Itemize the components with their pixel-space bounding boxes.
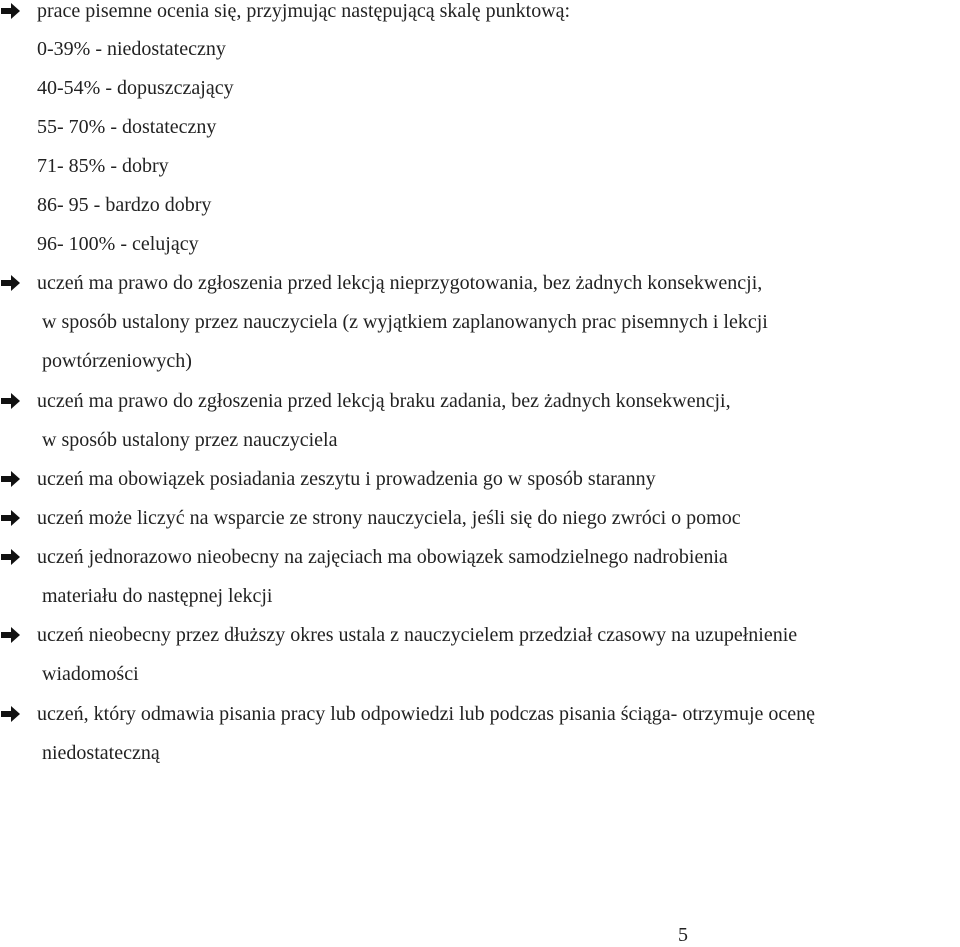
arrow-right-icon (0, 702, 22, 726)
arrow-right-icon (0, 545, 22, 569)
list-item-text: prace pisemne ocenia się, przyjmując następującą skalę punktową: (37, 0, 571, 22)
list-item-text: wiadomości (42, 663, 139, 685)
list-item-text: uczeń może liczyć na wsparcie ze strony nauczyciela, jeśli się do niego zwróci o pomoc (37, 507, 741, 529)
grade-scale-line: 0-39% - niedostateczny (37, 38, 226, 60)
list-item-text: uczeń jednorazowo nieobecny na zajęciach ma obowiązek samodzielnego nadrobienia (37, 546, 728, 568)
grade-scale-line: 96- 100% - celujący (37, 233, 199, 255)
list-item-text: materiału do następnej lekcji (42, 585, 273, 607)
list-item-text: uczeń, który odmawia pisania pracy lub odpowiedzi lub podczas pisania ściąga- otrzymuje ocenę (37, 703, 816, 725)
arrow-right-icon (0, 389, 22, 413)
arrow-right-icon (0, 467, 22, 491)
arrow-right-icon (0, 623, 22, 647)
grade-scale-line: 71- 85% - dobry (37, 155, 169, 177)
list-item-text: w sposób ustalony przez nauczyciela (z wyjątkiem zaplanowanych prac pisemnych i lekcji (42, 311, 768, 333)
grade-scale-line: 40-54% - dopuszczający (37, 77, 234, 99)
grade-scale-line: 86- 95 - bardzo dobry (37, 194, 212, 216)
list-item-text: uczeń ma prawo do zgłoszenia przed lekcją braku zadania, bez żadnych konsekwencji, (37, 390, 731, 412)
list-item-text: niedostateczną (42, 742, 160, 764)
list-item-text: uczeń ma obowiązek posiadania zeszytu i prowadzenia go w sposób staranny (37, 468, 656, 490)
list-item-text: powtórzeniowych) (42, 350, 192, 372)
page-number: 5 (678, 924, 688, 946)
list-item-text: w sposób ustalony przez nauczyciela (42, 429, 338, 451)
arrow-right-icon (0, 271, 22, 295)
list-item-text: uczeń ma prawo do zgłoszenia przed lekcją nieprzygotowania, bez żadnych konsekwencji, (37, 272, 763, 294)
arrow-right-icon (0, 0, 22, 23)
arrow-right-icon (0, 506, 22, 530)
grade-scale-line: 55- 70% - dostateczny (37, 116, 217, 138)
list-item-text: uczeń nieobecny przez dłuższy okres ustala z nauczycielem przedział czasowy na uzupełnienie (37, 624, 798, 646)
